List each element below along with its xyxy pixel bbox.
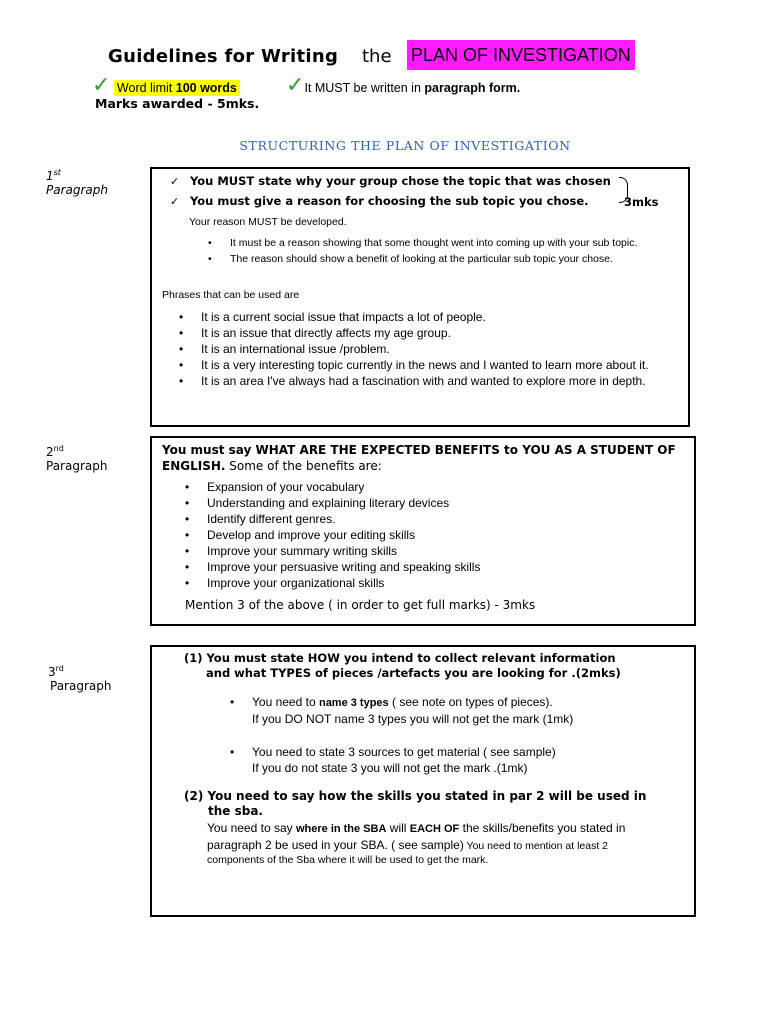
paragraph2-heading-rest: Some of the benefits are: (225, 459, 382, 473)
detail-bold1: where in the SBA (295, 823, 387, 835)
list-item (252, 694, 682, 727)
bullet1-line2-bold: DO NOT (284, 712, 332, 726)
paragraph1-label (46, 168, 108, 197)
paragraph3-point1-line2: and what TYPES of pieces /artefacts you are looking for .(2mks) (206, 666, 621, 680)
paragraph3-point1 (184, 651, 684, 681)
paragraph2-heading (162, 442, 682, 474)
paragraph3-label-sup: rd (55, 664, 64, 673)
list-item: • It is an area I've always had a fascination with and wanted to explore more in depth. (201, 373, 681, 389)
paragraph2-label (46, 444, 107, 473)
list-item: • Develop and improve your editing skills (207, 527, 677, 543)
paragraph-form-requirement (286, 73, 521, 98)
bullet1-post: ( see note on types of pieces). (388, 695, 553, 709)
paragraph1-phrases-intro: Phrases that can be used are (162, 289, 300, 301)
paragraph-form-bold: paragraph form. (424, 81, 521, 95)
list-item: • It is a very interesting topic currently in the news and I wanted to learn more about it. (201, 357, 681, 373)
list-item: • It is an international issue /problem. (201, 341, 681, 357)
check-icon: ✓ (286, 73, 305, 98)
bullet1-pre: You need to (252, 695, 319, 709)
paragraph1-reason-list (230, 236, 670, 266)
list-item: • The reason should show a benefit of looking at the particular sub topic your chose. (230, 252, 670, 266)
paragraph3-bullets (252, 694, 682, 776)
list-item: • Expansion of your vocabulary (207, 479, 677, 495)
list-item: • It must be a reason showing that some thought went into coming up with your sub topic. (230, 236, 670, 250)
title-highlight: PLAN OF INVESTIGATION (407, 40, 635, 70)
paragraph3-detail (207, 820, 687, 867)
title-connector: the (362, 46, 392, 67)
paragraph1-phrases-list (201, 309, 681, 389)
paragraph3-box (150, 645, 696, 917)
paragraph2-label-num: 2 (46, 445, 54, 459)
paragraph1-label-word: Paragraph (46, 183, 109, 197)
paragraph3-label (48, 664, 111, 693)
paragraph2-label-sup: nd (53, 444, 64, 453)
bullet2-line1: You need to state 3 sources to get material ( see sample) (252, 745, 556, 759)
paragraph3-point2 (184, 789, 694, 819)
paragraph1-checklist (190, 174, 650, 209)
bullet1-line2-post: name 3 types you will not get the mark (1mk) (331, 712, 574, 726)
checklist-item: ✓ You must give a reason for choosing the sub topic you chose. (190, 194, 650, 209)
bullet1-line2-pre: If you (252, 712, 285, 726)
bullet2-line2: If you do not state 3 you will not get the mark .(1mk) (252, 761, 528, 775)
paragraph3-point2-line2: the sba. (208, 804, 263, 818)
word-limit-value: 100 words (175, 81, 237, 95)
list-item (252, 744, 682, 776)
paragraph2-benefits-list (207, 479, 677, 591)
detail-bold2: EACH OF (409, 823, 460, 835)
detail-post: the skills/benefits you stated in (459, 821, 626, 835)
list-item: • It is an issue that directly affects my age group. (201, 325, 681, 341)
checklist-item: ✓ You MUST state why your group chose the topic that was chosen (190, 174, 650, 189)
paragraph-form-prefix: It MUST be written in (304, 81, 421, 95)
list-item: • Improve your summary writing skills (207, 543, 677, 559)
marks-awarded: Marks awarded - 5mks. (95, 96, 260, 111)
detail-line3: components of the Sba where it will be used to get the mark. (207, 854, 489, 866)
paragraph3-label-word: Paragraph (50, 679, 112, 693)
list-item: • Improve your organizational skills (207, 575, 677, 591)
paragraph2-heading-bold: You must say WHAT ARE THE EXPECTED BENEFITS to YOU AS A STUDENT OF ENGLISH. (162, 443, 676, 473)
paragraph1-developed: Your reason MUST be developed. (189, 216, 347, 228)
page-title (0, 40, 768, 74)
paragraph1-label-num: 1 (46, 169, 54, 183)
detail-line2-small: You need to mention at least 2 (463, 840, 609, 852)
list-item: • Improve your persuasive writing and speaking skills (207, 559, 677, 575)
paragraph3-point2-line1: (2) You need to say how the skills you stated in par 2 will be used in (184, 789, 647, 803)
word-limit (92, 73, 240, 98)
title-main: Guidelines for Writing (108, 46, 339, 67)
detail-line2: paragraph 2 be used in your SBA. ( see sample) (207, 838, 464, 852)
list-item: • It is a current social issue that impacts a lot of people. (201, 309, 681, 325)
paragraph1-marks: 3mks (624, 195, 659, 209)
list-item: • Identify different genres. (207, 511, 677, 527)
paragraph2-label-word: Paragraph (46, 459, 108, 473)
check-icon: ✓ (92, 73, 111, 98)
list-item: • Understanding and explaining literary devices (207, 495, 677, 511)
paragraph1-label-sup: st (53, 168, 61, 177)
detail-mid: will (386, 821, 410, 835)
paragraph3-point1-line1: (1) You must state HOW you intend to collect relevant information (184, 651, 616, 665)
section-heading: STRUCTURING THE PLAN OF INVESTIGATION (239, 138, 571, 153)
bullet1-bold: name 3 types (318, 697, 389, 709)
paragraph2-mention: Mention 3 of the above ( in order to get full marks) - 3mks (185, 598, 536, 612)
paragraph3-label-num: 3 (48, 665, 56, 679)
word-limit-prefix: Word limit (116, 81, 173, 95)
detail-pre: You need to say (207, 821, 296, 835)
